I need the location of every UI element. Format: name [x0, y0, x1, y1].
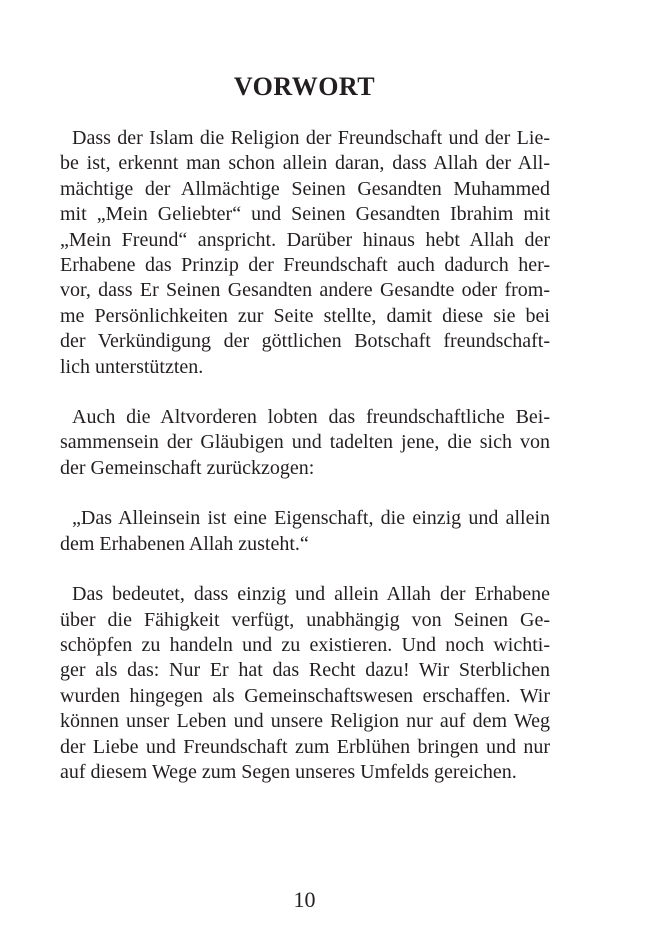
- text-line: me Persönlichkeiten zur Seite stellte, damit diese sie bei: [60, 304, 550, 327]
- text-line: mit „Mein Geliebter“ und Seinen Gesandten Ibrahim mit: [60, 203, 550, 226]
- paragraph-4: [60, 582, 550, 785]
- paragraph-spacer: [60, 481, 550, 506]
- text-line: „Das Alleinsein ist eine Eigenschaft, die einzig und allein: [72, 507, 550, 530]
- text-line: Dass der Islam die Religion der Freundschaft und der Lie-: [72, 127, 550, 149]
- text-line: Auch die Altvorderen lobten das freundschaftliche Bei-: [72, 406, 550, 429]
- paragraph-1: [60, 126, 550, 380]
- text-line: wurden hingegen als Gemeinschaftswesen erschaffen. Wir: [60, 684, 550, 707]
- quote-paragraph: [60, 506, 550, 557]
- paragraph-spacer: [60, 380, 550, 405]
- text-line: Erhabene das Prinzip der Freundschaft auch dadurch her-: [60, 254, 550, 277]
- text-line: ger als das: Nur Er hat das Recht dazu! Wir Sterblichen: [60, 659, 550, 682]
- text-line: der Liebe und Freundschaft zum Erblühen bringen und nur: [60, 735, 550, 758]
- text-line: auf diesem Wege zum Segen unseres Umfelds gereichen.: [60, 760, 517, 783]
- paragraph-2: [60, 405, 550, 481]
- text-line: der Verkündigung der göttlichen Botschaft freundschaft-: [60, 330, 550, 353]
- text-line: mächtige der Allmächtige Seinen Gesandten Muhammed: [60, 177, 550, 200]
- text-line: vor, dass Er Seinen Gesandten andere Gesandte oder from-: [60, 279, 550, 302]
- text-line: sammensein der Gläubigen und tadelten jene, die sich von: [60, 431, 550, 454]
- text-line: schöpfen zu handeln und zu existieren. Und noch wichti-: [60, 633, 550, 656]
- text-line: über die Fähigkeit verfügt, unabhängig von Seinen Ge-: [60, 608, 550, 631]
- text-line: Das bedeutet, dass einzig und allein Allah der Erhabene: [72, 583, 550, 606]
- text-line: be ist, erkennt man schon allein daran, dass Allah der All-: [60, 152, 550, 175]
- text-line: können unser Leben und unsere Religion nur auf dem Weg: [60, 710, 550, 733]
- page-title: VORWORT: [233, 72, 376, 101]
- text-line: der Gemeinschaft zurückzogen:: [60, 456, 315, 479]
- text-line: dem Erhabenen Allah zusteht.“: [60, 532, 309, 555]
- text-line: „Mein Freund“ anspricht. Darüber hinaus hebt Allah der: [60, 228, 550, 251]
- page-number: 10: [293, 887, 316, 912]
- text-line: lich unterstützten.: [60, 355, 204, 378]
- paragraph-spacer: [60, 557, 550, 582]
- body-text: [60, 126, 550, 785]
